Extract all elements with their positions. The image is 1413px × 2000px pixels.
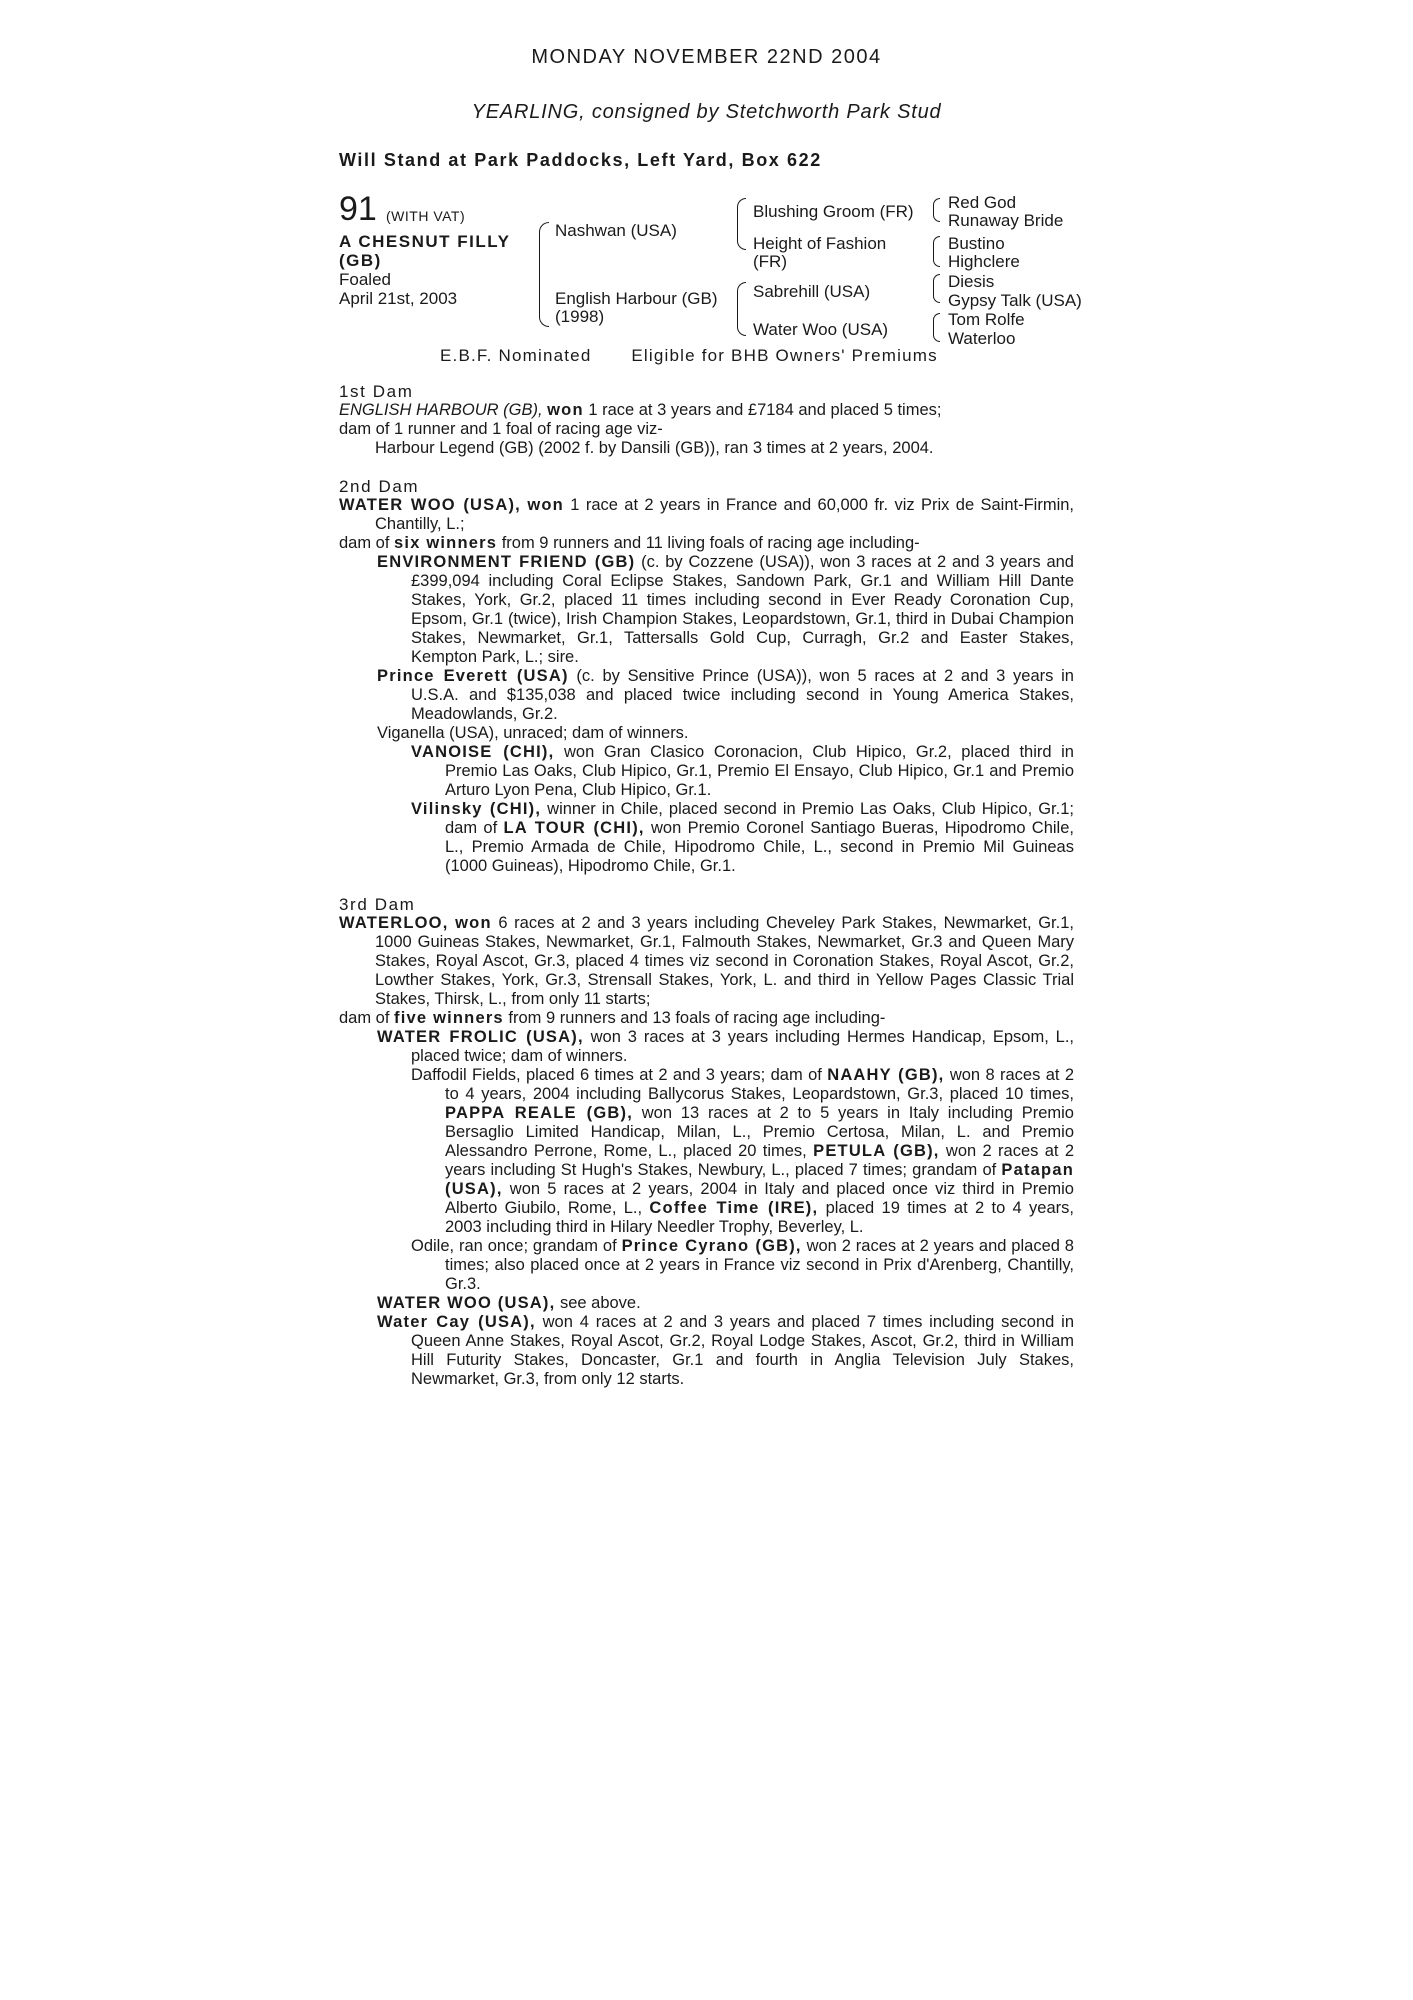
entry-text: (c. by Cozzene (USA)), won 3 races at 2 and 3 years and £399,094 including Coral Eclipse Stakes, Sandown Park, Gr.1 and William Hill Dante Stakes, York, Gr.2, placed 11 times including second in Ever Ready Coronation Cup, Epsom, Gr.1 (twice), Irish Champion Stakes, Leopardstown, Gr.1, third in Dubai Champion Stakes, Newmarket, Gr.1, Tattersalls Gold Cup, Curragh, Gr.2 and Easter Stakes, Kempton Park, L.; sire.: [411, 553, 1074, 666]
entry-text: won 13 races at 2 to 5 years in Italy including Premio Bersaglio Limited Handicap, Milan, L., Premio Certosa, Milan, L. and Premio Alessandro Perrone, Rome, L., placed 20 times,: [445, 1104, 1074, 1160]
pedigree-sire-dam-line1: Height of Fashion: [753, 234, 887, 253]
first-dam-record: [339, 401, 1074, 420]
entry-text: won 5 races at 2 years, 2004 in Italy and placed once viz third in Premio Alberto Giubilo, Rome, L.,: [445, 1180, 1074, 1217]
entry-text: Daffodil Fields, placed 6 times at 2 and 3 years; dam of: [411, 1066, 822, 1084]
vat-label: (WITH VAT): [386, 208, 466, 224]
entry-name: Vilinsky (CHI),: [411, 800, 542, 818]
entry-name: PETULA (GB),: [813, 1142, 940, 1160]
entry-name: Water Cay (USA),: [377, 1313, 536, 1331]
pedigree-sire: Nashwan (USA): [555, 221, 677, 240]
entry-text: Odile, ran once; grandam of: [411, 1237, 617, 1255]
entry-text: won 2 races at 2 years and placed 8 times; also placed once at 2 years in France viz second in Prix d'Arenberg, Chantilly, Gr.3.: [445, 1237, 1074, 1293]
pedigree-gen3-4: Highclere: [948, 252, 1020, 271]
entry-text: placed 19 times at 2 to 4 years, 2003 including third in Hilary Needler Trophy, Beverley, L.: [445, 1199, 1074, 1236]
second-dam-produce-post: from 9 runners and 11 living foals of racing age including-: [501, 534, 920, 552]
pedigree-gen3-2: Runaway Bride: [948, 211, 1064, 230]
second-dam-sub-entry: [339, 800, 1074, 876]
first-dam-foal: Harbour Legend (GB) (2002 f. by Dansili (GB)), ran 3 times at 2 years, 2004.: [375, 439, 934, 457]
entry-text: won 4 races at 2 and 3 years and placed 7 times including second in Queen Anne Stakes, Royal Ascot, Gr.2, Royal Lodge Stakes, Ascot, Gr.2, third in William Hill Futurity Stakes, Doncaster, Gr.1 and fourth in Anglia Television July Stakes, Newmarket, Gr.3, from only 12 starts.: [411, 1313, 1075, 1388]
ebf-nominated: E.B.F. Nominated: [440, 346, 592, 365]
pedigree-sire-dam: [753, 235, 886, 271]
stand-location: Will Stand at Park Paddocks, Left Yard, Box 622: [339, 150, 822, 170]
entry-name: WATER FROLIC (USA),: [377, 1028, 584, 1046]
second-dam-entry: [339, 553, 1074, 667]
third-dam-produce: [339, 1009, 1074, 1028]
second-dam-sub-entry: [339, 743, 1074, 800]
entry-name: Coffee Time (IRE),: [649, 1199, 819, 1217]
horse-description-line1: A CHESNUT FILLY: [339, 232, 511, 251]
third-dam-record-text: 6 races at 2 and 3 years including Cheveley Park Stakes, Newmarket, Gr.1, 1000 Guineas Stakes, Newmarket, Gr.1, Falmouth Stakes, Newmarket, Gr.3 and Queen Mary Stakes, Royal Ascot, Gr.3, placed 4 times viz second in Coronation Stakes, Royal Ascot, Gr.2, Lowther Stakes, York, Gr.3, Strensall Stakes, York, L. and third in Yellow Pages Classic Trial Stakes, Thirsk, L., from only 11 starts;: [375, 914, 1074, 1008]
first-dam-name: ENGLISH HARBOUR (GB),: [339, 401, 543, 419]
entry-text: won Gran Clasico Coronacion, Club Hipico, Gr.2, placed third in Premio Las Oaks, Club Hipico, Gr.1, Premio El Ensayo, Club Hipico, Gr.1 and Premio Arturo Lyon Pena, Club Hipico, Gr.1.: [445, 743, 1074, 799]
third-dam-winners: five winners: [394, 1009, 504, 1027]
third-dam-won: won: [455, 914, 492, 932]
second-dam-produce-pre: dam of: [339, 534, 390, 552]
entry-text: won 3 races at 3 years including Hermes Handicap, Epsom, L., placed twice; dam of winners.: [411, 1028, 1074, 1065]
bhb-eligible: Eligible for BHB Owners' Premiums: [631, 346, 938, 365]
second-dam-name: WATER WOO (USA),: [339, 496, 521, 514]
third-dam-heading: 3rd Dam: [339, 895, 416, 914]
entry-text: won 2 races at 2 years including St Hugh's Stakes, Newbury, L., placed 7 times; grandam of: [445, 1142, 1074, 1179]
third-dam-entry: [339, 1028, 1074, 1066]
pedigree-gen3-1: Red God: [948, 193, 1017, 212]
second-dam-record: [339, 496, 1074, 534]
nominations-line: [440, 346, 938, 366]
third-dam-produce-post: from 9 runners and 13 foals of racing age including-: [508, 1009, 886, 1027]
first-dam-produce: dam of 1 runner and 1 foal of racing age viz-: [339, 420, 663, 438]
entry-text: see above.: [559, 1294, 641, 1312]
third-dam-sub-entry: [339, 1066, 1074, 1237]
third-dam-entry: [339, 1313, 1074, 1389]
pedigree-brace-dam: [737, 282, 746, 336]
pedigree-notes: [339, 382, 1074, 1389]
entry-name: WATER WOO (USA),: [377, 1294, 556, 1312]
pedigree-brace-gen3-2: [933, 236, 940, 267]
second-dam-produce: [339, 534, 1074, 553]
entry-name: NAAHY (GB),: [827, 1066, 945, 1084]
pedigree-brace-main: [539, 222, 549, 327]
first-dam-record-text: 1 race at 3 years and £7184 and placed 5 times;: [588, 401, 942, 419]
lot-number: 91: [339, 190, 377, 228]
second-dam-heading: 2nd Dam: [339, 477, 420, 496]
foaled-label: Foaled: [339, 270, 391, 289]
pedigree-brace-gen3-4: [933, 313, 940, 342]
pedigree-brace-sire: [737, 198, 746, 250]
pedigree-gen3-6: Gypsy Talk (USA): [948, 291, 1082, 310]
foaled-date: April 21st, 2003: [339, 289, 458, 308]
entry-name: VANOISE (CHI),: [411, 743, 555, 761]
entry-text: (c. by Sensitive Prince (USA)), won 5 races at 2 and 3 years in U.S.A. and $135,038 and placed twice including second in Young America Stakes, Meadowlands, Gr.2.: [411, 667, 1074, 723]
third-dam-name: WATERLOO,: [339, 914, 449, 932]
second-dam-winners: six winners: [394, 534, 498, 552]
second-dam-entry: [339, 667, 1074, 724]
third-dam-entry: [339, 1294, 1074, 1313]
horse-description: [339, 232, 510, 270]
entry-name: PAPPA REALE (GB),: [445, 1104, 633, 1122]
second-dam-won: won: [527, 496, 564, 514]
pedigree-gen3-7: Tom Rolfe: [948, 310, 1025, 329]
second-dam-record-text: 1 race at 2 years in France and 60,000 fr. viz Prix de Saint-Firmin, Chantilly, L.;: [375, 496, 1075, 533]
entry-name: Patapan (USA),: [445, 1161, 1074, 1198]
pedigree-gen3-3: Bustino: [948, 234, 1005, 253]
sale-date: MONDAY NOVEMBER 22ND 2004: [531, 46, 882, 68]
entry-text: winner in Chile, placed second in Premio Las Oaks, Club Hipico, Gr.1; dam of: [445, 800, 1074, 837]
entry-name: LA TOUR (CHI),: [503, 819, 645, 837]
horse-description-line2: (GB): [339, 251, 382, 270]
pedigree-gen3-5: Diesis: [948, 272, 995, 291]
pedigree-dam: [555, 290, 718, 326]
third-dam-sub-entry: [339, 1237, 1074, 1294]
pedigree-dam-sire: Sabrehill (USA): [753, 282, 871, 301]
third-dam-record: [339, 914, 1074, 1009]
entry-name: Prince Cyrano (GB),: [621, 1237, 802, 1255]
pedigree-sire-dam-line2: (FR): [753, 252, 787, 271]
entry-name: ENVIRONMENT FRIEND (GB): [377, 553, 636, 571]
third-dam-produce-pre: dam of: [339, 1009, 390, 1027]
consignment-line: YEARLING, consigned by Stetchworth Park Stud: [471, 101, 942, 123]
pedigree-brace-gen3-1: [933, 198, 940, 222]
entry-text: won 8 races at 2 to 4 years, 2004 including Ballycorus Stakes, Leopardstown, Gr.3, placed 10 times,: [445, 1066, 1074, 1103]
pedigree-dam-name: English Harbour (GB): [555, 289, 718, 308]
foaled-info: [339, 270, 457, 308]
entry-text: won Premio Coronel Santiago Bueras, Hipodromo Chile, L., Premio Armada de Chile, Hipodromo Chile, L., second in Premio Mil Guineas (1000 Guineas), Hipodromo Chile, Gr.1.: [445, 819, 1074, 875]
first-dam-heading: 1st Dam: [339, 382, 414, 401]
first-dam-won: won: [547, 401, 584, 419]
pedigree-dam-year: (1998): [555, 307, 605, 326]
pedigree-dam-dam: Water Woo (USA): [753, 320, 889, 339]
entry-name: Prince Everett (USA): [377, 667, 569, 685]
pedigree-sire-sire: Blushing Groom (FR): [753, 202, 914, 221]
pedigree-brace-gen3-3: [933, 274, 940, 303]
second-dam-entry: Viganella (USA), unraced; dam of winners.: [377, 724, 689, 742]
pedigree-gen3-8: Waterloo: [948, 329, 1016, 348]
